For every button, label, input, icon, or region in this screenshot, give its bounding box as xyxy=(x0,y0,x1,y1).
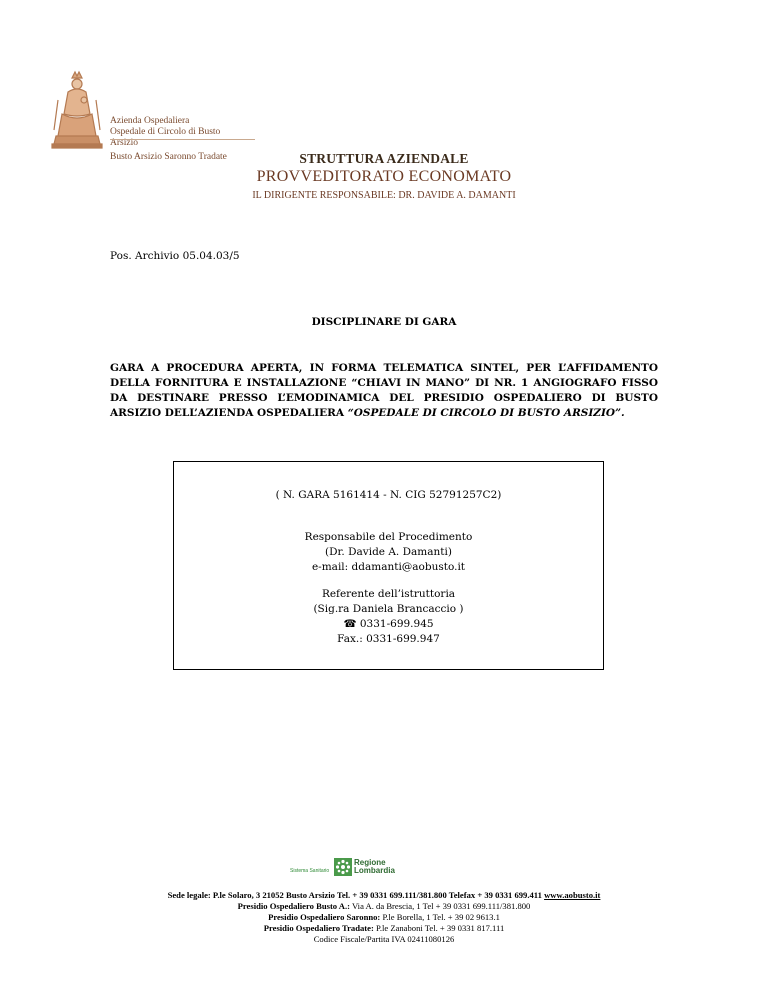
website-link[interactable]: www.aobusto.it xyxy=(544,890,601,900)
presidio-tradate-label: Presidio Ospedaliero Tradate: xyxy=(263,923,374,933)
responsabile-name: (Dr. Davide A. Damanti) xyxy=(325,546,452,558)
codice-fiscale-line: Codice Fiscale/Partita IVA 02411080126 xyxy=(313,934,455,944)
regione-lombardia-logo xyxy=(290,858,430,882)
presidio-saronno-label: Presidio Ospedaliero Saronno: xyxy=(268,912,381,922)
presidio-saronno-address: P.le Borella, 1 Tel. + 39 02 9613.1 xyxy=(380,912,500,922)
gara-description xyxy=(110,361,658,421)
phone-number: 0331-699.945 xyxy=(356,618,434,630)
presidio-busto-label: Presidio Ospedaliero Busto A.: xyxy=(237,901,350,911)
gara-cig: ( N. GARA 5161414 - N. CIG 52791257C2) xyxy=(275,489,502,501)
document-title: DISCIPLINARE DI GARA xyxy=(311,316,457,328)
responsabile-email: e-mail: ddamanti@aobusto.it xyxy=(311,561,466,573)
sede-legale-line xyxy=(0,890,768,901)
referente-block xyxy=(174,587,603,647)
regione-word: Regione xyxy=(354,858,386,867)
provveditorato-heading: PROVVEDITORATO ECONOMATO xyxy=(256,168,512,185)
presidio-tradate-line xyxy=(0,923,768,934)
lombardia-word: Lombardia xyxy=(354,866,395,875)
gara-text: GARA A PROCEDURA APERTA, IN FORMA TELEMATICA SINTEL, PER L’AFFIDAMENTO DELLA FORNITURA E INSTALLAZIONE “CHIAVI IN MANO” DI NR. 1 ANGIOGRAFO FISSO DA DESTINARE PRESSO L’EMODINAMICA DEL PRESIDIO OSPEDALIERO DI BUSTO ARSIZIO DELL’AZIENDA OSPEDALIERA xyxy=(110,362,658,419)
dirigente-line: IL DIRIGENTE RESPONSABILE: DR. DAVIDE A. DAMANTI xyxy=(252,190,516,201)
lombardia-rose-icon xyxy=(334,858,352,876)
contact-box xyxy=(173,461,604,670)
presidio-busto-address: Via A. da Brescia, 1 Tel + 39 0331 699.111/381.800 xyxy=(350,901,531,911)
hospital-logo xyxy=(48,70,238,162)
responsabile-title: Responsabile del Procedimento xyxy=(304,531,473,543)
phone-line xyxy=(174,617,603,632)
struttura-heading: STRUTTURA AZIENDALE xyxy=(299,151,469,166)
page-footer xyxy=(0,890,768,945)
fax-line: Fax.: 0331-699.947 xyxy=(337,633,440,645)
gara-hospital-name: “OSPEDALE DI CIRCOLO DI BUSTO ARSIZIO”. xyxy=(347,407,625,419)
presidio-saronno-line xyxy=(0,912,768,923)
sede-legale-text: Sede legale: P.le Solaro, 3 21052 Busto Arsizio Tel. + 39 0331 699.111/381.800 Telefax + 39 0331 699.411 xyxy=(167,890,545,900)
referente-name: (Sig.ra Daniela Brancaccio ) xyxy=(313,603,464,615)
presidio-tradate-address: P.le Zanaboni Tel. + 39 0331 817.111 xyxy=(373,923,505,933)
presidio-busto-line xyxy=(0,901,768,912)
logo-line-2: Ospedale di Circolo di Busto Arsizio xyxy=(110,127,221,148)
phone-icon: ☎ xyxy=(343,618,357,630)
logo-line-1: Azienda Ospedaliera xyxy=(110,116,190,126)
sistema-sanitario-label: Sistema Sanitario xyxy=(290,868,330,874)
logo-line-3: Busto Arsizio Saronno Tradate xyxy=(110,152,227,162)
logo-divider xyxy=(110,139,255,140)
referente-title: Referente dell’istruttoria xyxy=(321,588,456,600)
regione-lombardia-label xyxy=(354,859,395,875)
madonna-statue-icon xyxy=(48,70,106,150)
responsabile-block xyxy=(174,530,603,575)
pos-archivio: Pos. Archivio 05.04.03/5 xyxy=(110,250,240,262)
